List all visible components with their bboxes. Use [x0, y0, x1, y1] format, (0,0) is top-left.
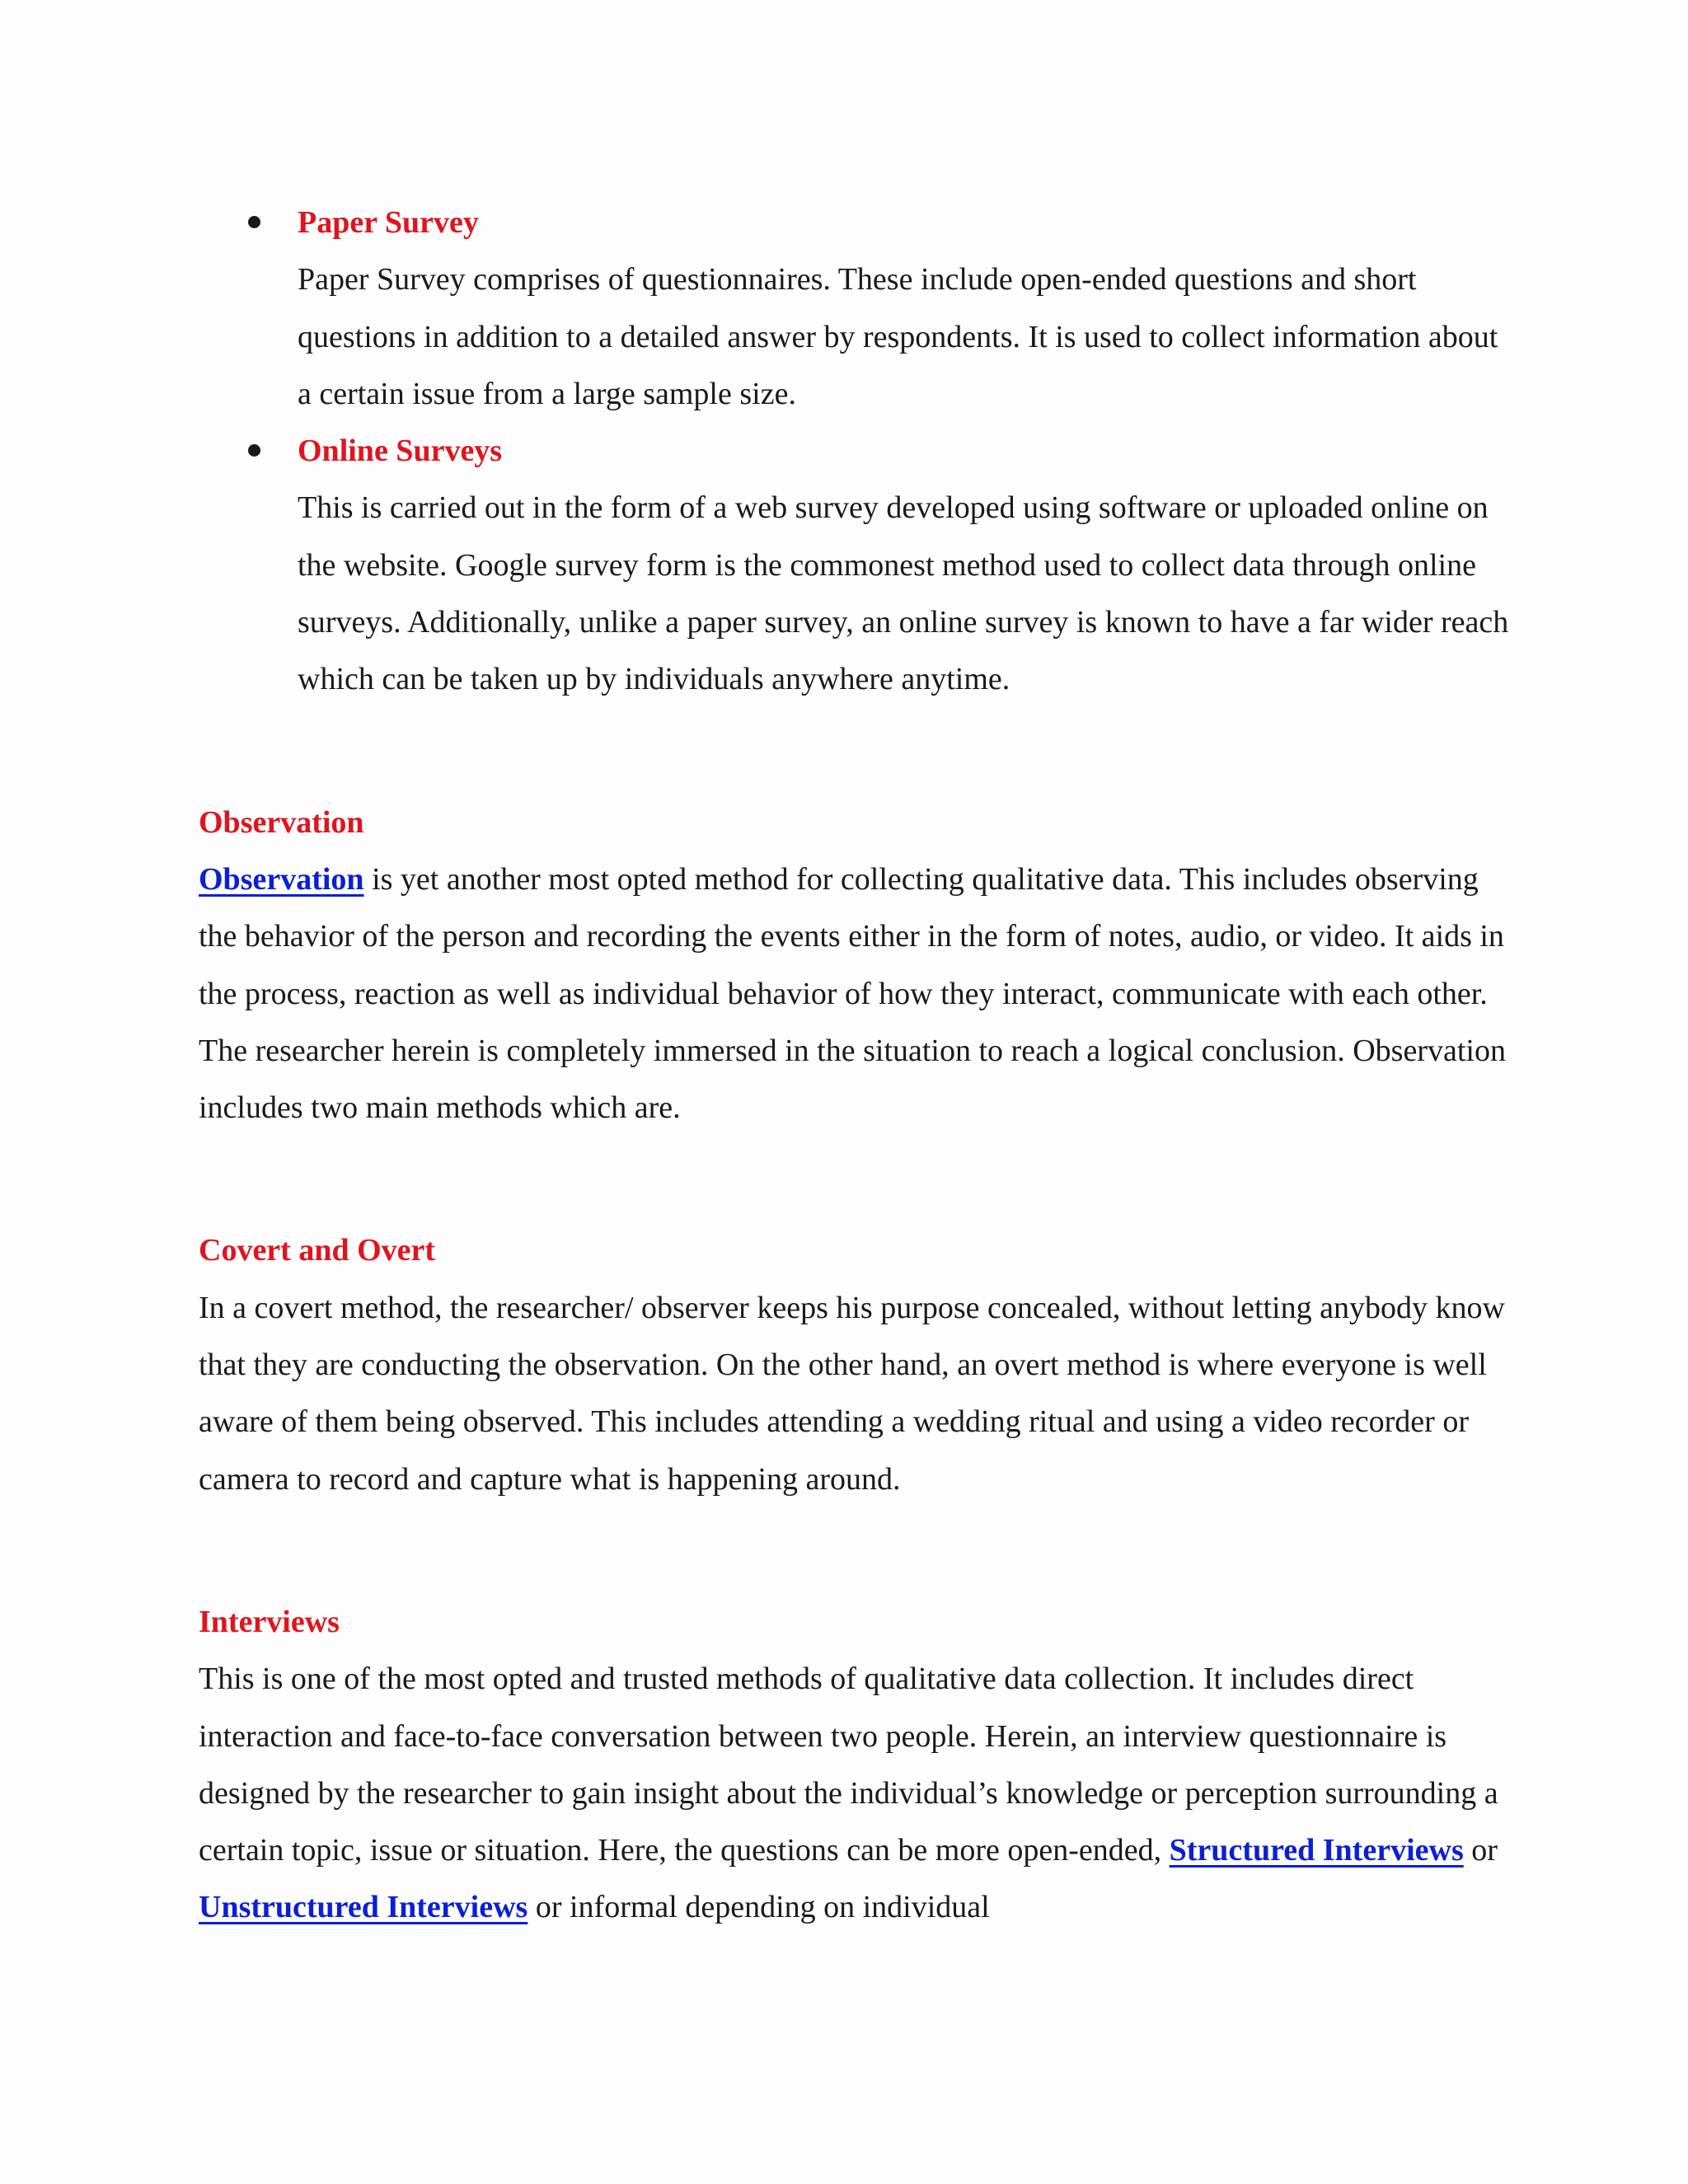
- observation-text: is yet another most opted method for collecting qualitative data. This includes observing the behavior of the person and recording the events either in the form of notes, audio, or video. It aids in the process, reaction as well as individual behavior of how they interact, communicate with each other. The researcher herein is completely immersed in the situation to reach a logical conclusion. Observation includes two main methods which are.: [199, 861, 1506, 1126]
- bullet-icon: [248, 216, 260, 228]
- observation-section: [199, 794, 1517, 1137]
- interviews-or-text: or: [1463, 1833, 1498, 1868]
- interviews-text: This is one of the most opted and trusted methods of qualitative data collection. It includes direct interaction and face-to-face conversation between two people. Herein, an interview questionnaire is designed by the researcher to gain insight about the individual’s knowledge or perception surrounding a certain topic, issue or situation. Here, the questions can be more open-ended,: [199, 1661, 1498, 1868]
- interviews-paragraph: [199, 1651, 1517, 1936]
- document-content: [199, 194, 1517, 1937]
- paper-survey-text: Paper Survey comprises of questionnaires. These include open-ended questions and short questions in addition to a detailed answer by respondents. It is used to collect information about a certain issue from a large sample size.: [298, 262, 1498, 411]
- covert-overt-heading: Covert and Overt: [199, 1233, 436, 1268]
- paper-survey-heading: Paper Survey: [298, 205, 479, 240]
- bullet-icon: [248, 444, 260, 457]
- list-item-online-surveys: [199, 423, 1517, 708]
- unstructured-interviews-link[interactable]: Unstructured Interviews: [199, 1890, 528, 1925]
- online-surveys-text: This is carried out in the form of a web survey developed using software or uploaded online on the website. Google survey form is the commonest method used to collect data through online surveys. Additionally, unlike a paper survey, an online survey is known to have a far wider reach which can be taken up by individuals anywhere anytime.: [298, 490, 1509, 697]
- interviews-section: [199, 1594, 1517, 1937]
- observation-paragraph: [199, 851, 1517, 1137]
- observation-heading: Observation: [199, 804, 364, 840]
- survey-methods-list: [199, 194, 1517, 709]
- online-surveys-heading: Online Surveys: [298, 434, 503, 469]
- interviews-heading: Interviews: [199, 1604, 340, 1639]
- interviews-tail-text: or informal depending on individual: [528, 1890, 990, 1925]
- observation-link[interactable]: Observation: [199, 861, 364, 897]
- covert-overt-text: In a covert method, the researcher/ observer keeps his purpose concealed, without letting anybody know that they are conducting the observation. On the other hand, an overt method is where everyone is well aware of them being observed. This includes attending a wedding ritual and using a video recorder or camera to record and capture what is happening around.: [199, 1290, 1505, 1497]
- covert-overt-section: [199, 1222, 1517, 1507]
- structured-interviews-link[interactable]: Structured Interviews: [1169, 1833, 1464, 1868]
- list-item-paper-survey: [199, 194, 1517, 423]
